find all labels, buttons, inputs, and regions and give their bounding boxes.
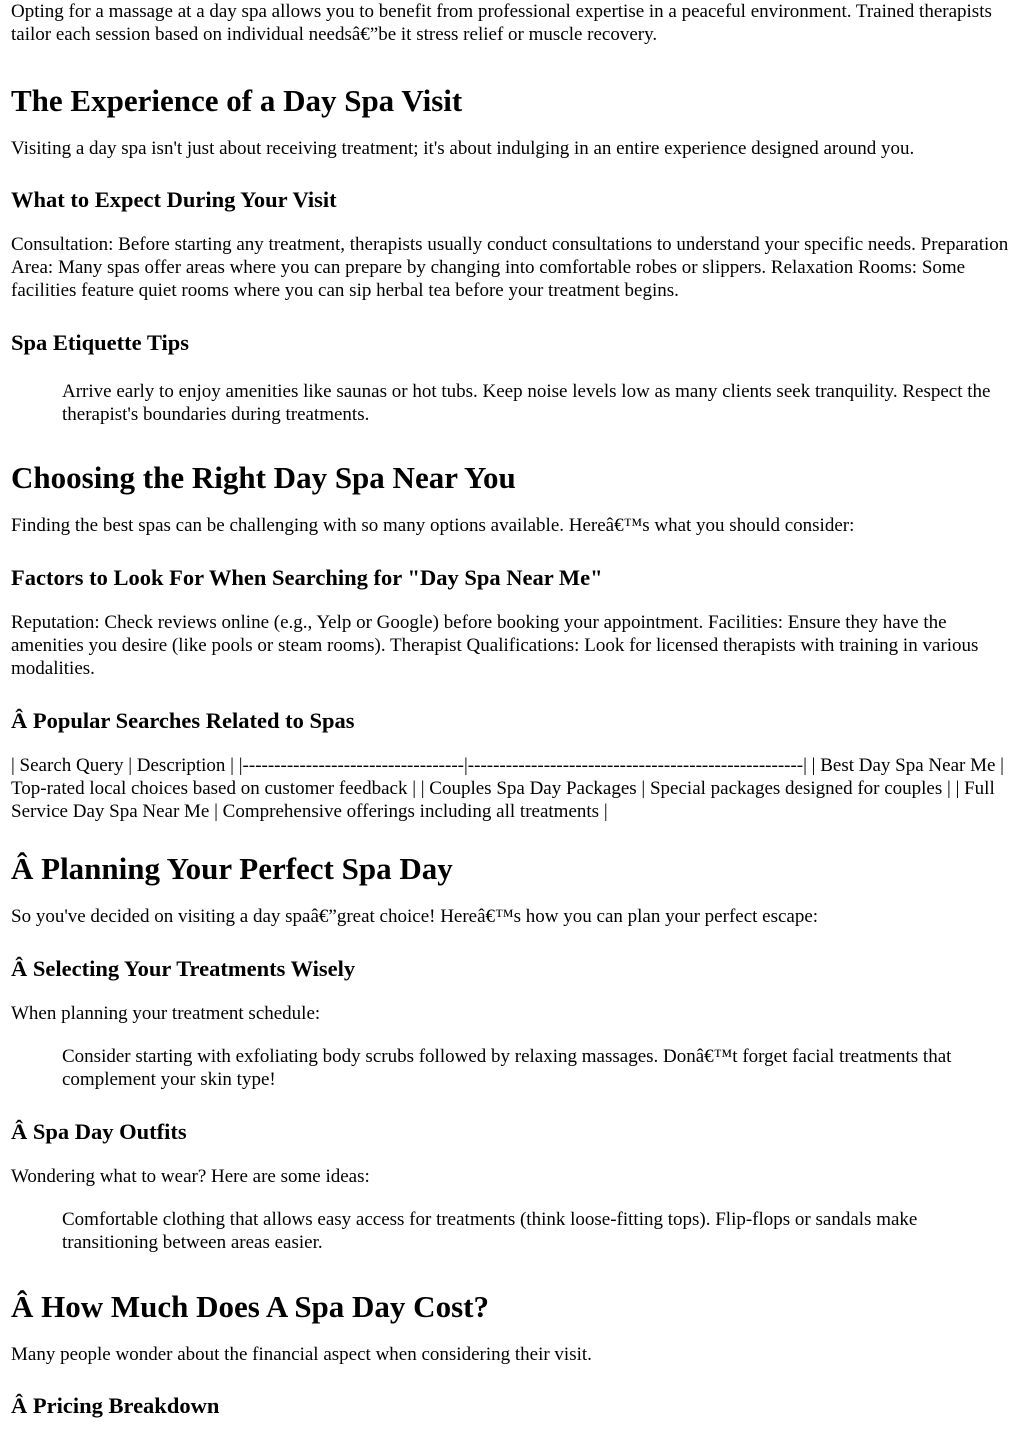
- factors-paragraph: Reputation: Check reviews online (e.g., Yelp or Google) before booking your appointment. Facilities: Ensure they have the amenities you desire (like pools or steam rooms). Therapist Qualifications: Look for licensed therapists with training in various modalities.: [11, 611, 979, 680]
- cost-heading: Â How Much Does A Spa Day Cost?: [11, 1288, 489, 1324]
- outfits-quote: Comfortable clothing that allows easy access for treatments (think loose-fitting tops). Flip-flops or sandals make transitioning between areas easier.: [62, 1208, 918, 1254]
- outfits-heading: Â Spa Day Outfits: [11, 1118, 187, 1144]
- etiquette-quote: Arrive early to enjoy amenities like saunas or hot tubs. Keep noise levels low as many clients seek tranquility. Respect the therapist's boundaries during treatments.: [62, 380, 991, 426]
- etiquette-heading: Spa Etiquette Tips: [11, 329, 189, 355]
- treatments-paragraph: When planning your treatment schedule:: [11, 1002, 321, 1024]
- intro-paragraph: Opting for a massage at a day spa allows you to benefit from professional expertise in a peaceful environment. Trained therapists tailor each session based on individual needsâ€”be it stress relief or muscle recovery.: [11, 1, 992, 46]
- treatments-quote: Consider starting with exfoliating body scrubs followed by relaxing massages. Donâ€™t forget facial treatments that complement your skin type!: [62, 1046, 952, 1091]
- cost-paragraph: Many people wonder about the financial aspect when considering their visit.: [11, 1343, 592, 1365]
- expect-paragraph: Consultation: Before starting any treatment, therapists usually conduct consultations to understand your specific needs. Preparation Area: Many spas offer areas where you can prepare by changing into comfortable robes or slippers. Relaxation Rooms: Some facilities feature quiet rooms where you can sip herbal tea before your treatment begins.: [11, 233, 1009, 302]
- pricing-heading: Â Pricing Breakdown: [11, 1392, 220, 1418]
- factors-heading: Factors to Look For When Searching for "Day Spa Near Me": [11, 564, 603, 590]
- popular-searches-table-text: | Search Query | Description | |-----------------------------------|-----------------------------------------------------| | Best Day Spa Near Me | Top-rated local choices based on customer feedback | | Couples Spa Day Packages | Special packages designed for couples | | Full Service Day Spa Near Me | Comprehensive offerings including all treatments |: [11, 754, 1004, 823]
- outfits-paragraph: Wondering what to wear? Here are some ideas:: [11, 1165, 370, 1187]
- expect-heading: What to Expect During Your Visit: [11, 186, 337, 212]
- planning-paragraph: So you've decided on visiting a day spaâ€”great choice! Hereâ€™s how you can plan your perfect escape:: [11, 906, 819, 928]
- popular-searches-heading: Â Popular Searches Related to Spas: [11, 707, 355, 733]
- choosing-paragraph: Finding the best spas can be challenging with so many options available. Hereâ€™s what you should consider:: [11, 515, 855, 537]
- choosing-heading: Choosing the Right Day Spa Near You: [11, 460, 516, 496]
- planning-heading: Â Planning Your Perfect Spa Day: [11, 851, 453, 887]
- experience-paragraph: Visiting a day spa isn't just about receiving treatment; it's about indulging in an entire experience designed around you.: [11, 137, 915, 159]
- experience-heading: The Experience of a Day Spa Visit: [11, 82, 463, 118]
- treatments-heading: Â Selecting Your Treatments Wisely: [11, 955, 356, 981]
